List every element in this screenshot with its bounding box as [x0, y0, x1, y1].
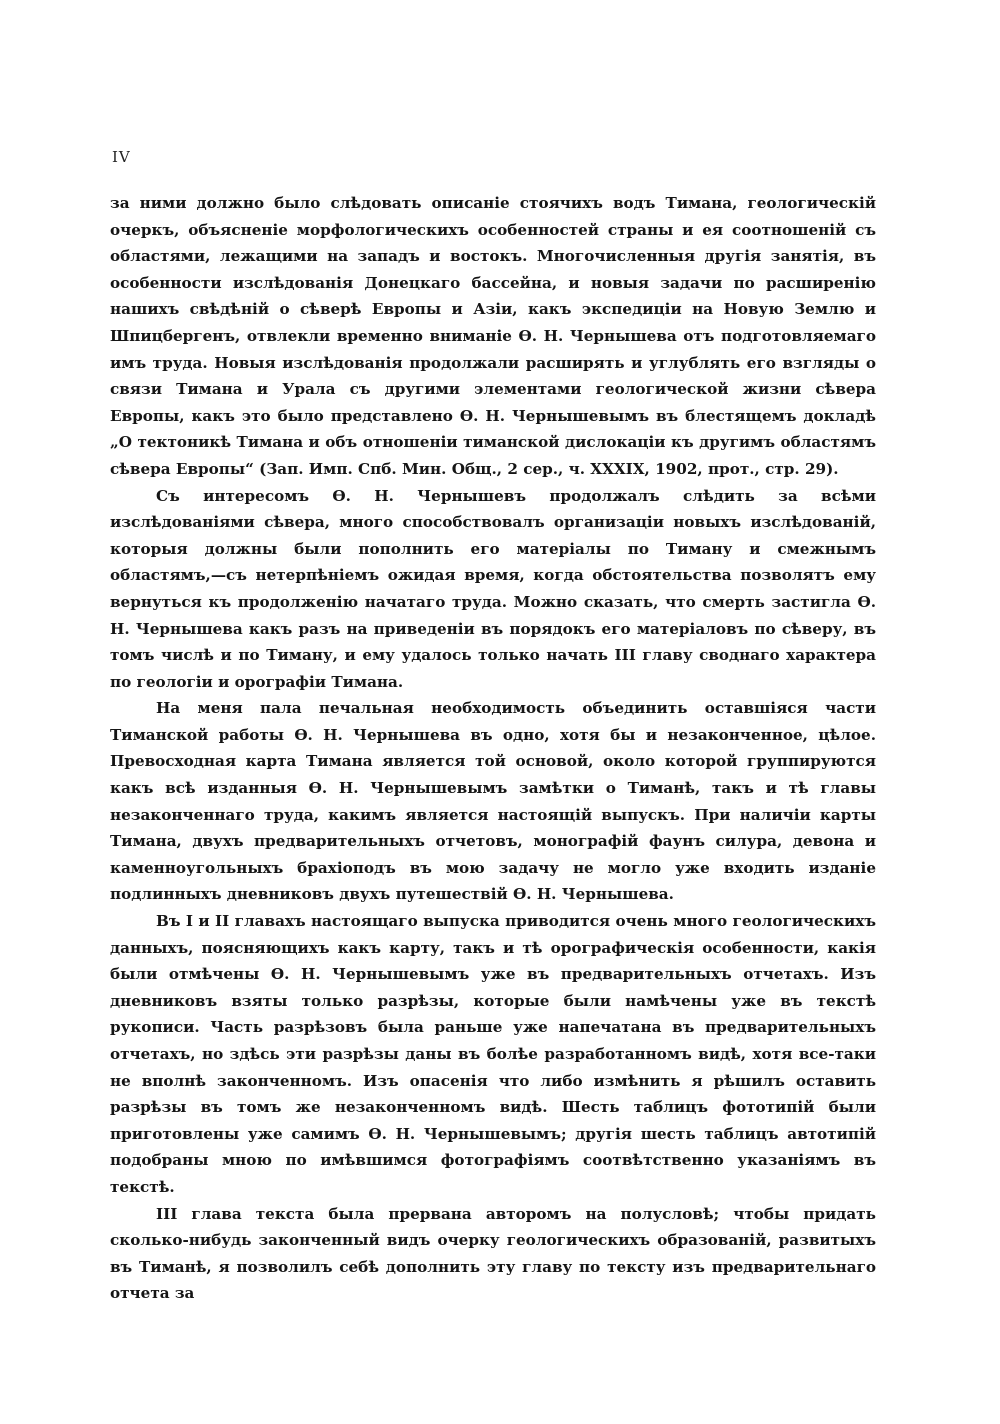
paragraph-2: Съ интересомъ Ѳ. Н. Чернышевъ продолжалъ слѣдить за всѣми изслѣдованіями сѣвера, много способствовалъ организаціи новыхъ изслѣдованій, которыя должны были пополнить его матеріалы по Тиману и смежнымъ областямъ,—съ нетерпѣніемъ ожидая время, когда обстоятельства позволятъ ему вернуться къ продолженію начатаго труда. Можно сказать, что смерть застигла Ѳ. Н. Чернышева какъ разъ на приведеніи въ порядокъ его матеріаловъ по сѣверу, въ томъ числѣ и по Тиману, и ему удалось только начать III главу своднаго характера по геологіи и орографіи Тимана.: [110, 486, 876, 691]
paragraph-1: за ними должно было слѣдовать описаніе стоячихъ водъ Тимана, геологическій очеркъ, объясненіе морфологическихъ особенностей страны и ея соотношеній съ областями, лежащими на западъ и востокъ. Многочисленныя другія занятія, въ особенности изслѣдованія Донецкаго бассейна, и новыя задачи по расширенію нашихъ свѣдѣній о сѣверѣ Европы и Азіи, какъ экспедиціи на Новую Землю и Шпицбергенъ, отвлекли временно вниманіе Ѳ. Н. Чернышева отъ подготовляемаго имъ труда. Новыя изслѣдованія продолжали расширять и углублять его взгляды о связи Тимана и Урала съ другими элементами геологической жизни сѣвера Европы, какъ это было представлено Ѳ. Н. Чернышевымъ въ блестящемъ докладѣ „О тектоникѣ Тимана и объ отношеніи тиманской дислокаціи къ другимъ областямъ сѣвера Европы“ (Зап. Имп. Спб. Мин. Общ., 2 сер., ч. XXXIX, 1902, прот., стр. 29).: [110, 194, 876, 478]
paragraph-5: III глава текста была прервана авторомъ на полусловѣ; чтобы придать сколько-нибудь законченный видъ очерку геологическихъ образованій, развитыхъ въ Тиманѣ, я позволилъ себѣ дополнить эту главу по тексту изъ предварительнаго отчета за: [110, 1204, 876, 1303]
paragraph-3: На меня пала печальная необходимость объединить оставшіяся части Тиманской работы Ѳ. Н. Чернышева въ одно, хотя бы и незаконченное, цѣлое. Превосходная карта Тимана является той основой, около которой группируются какъ всѣ изданныя Ѳ. Н. Чернышевымъ замѣтки о Тиманѣ, такъ и тѣ главы незаконченнаго труда, какимъ является настоящій выпускъ. При наличіи карты Тимана, двухъ предварительныхъ отчетовъ, монографій фаунъ силура, девона и каменноугольныхъ брахіоподъ въ мою задачу не могло уже входить изданіе подлинныхъ дневниковъ двухъ путешествій Ѳ. Н. Чернышева.: [110, 699, 876, 904]
body-text: [110, 190, 876, 1307]
paragraph-4: Въ I и II главахъ настоящаго выпуска приводится очень много геологическихъ данныхъ, поясняющихъ какъ карту, такъ и тѣ орографическія особенности, какія были отмѣчены Ѳ. Н. Чернышевымъ уже въ предварительныхъ отчетахъ. Изъ дневниковъ взяты только разрѣзы, которые были намѣчены уже въ текстѣ рукописи. Часть разрѣзовъ была раньше уже напечатана въ предварительныхъ отчетахъ, но здѣсь эти разрѣзы даны въ болѣе разработанномъ видѣ, хотя все-таки не вполнѣ законченномъ. Изъ опасенія что либо измѣнить я рѣшилъ оставить разрѣзы въ томъ же незаконченномъ видѣ. Шесть таблицъ фототипій были приготовлены уже самимъ Ѳ. Н. Чернышевымъ; другія шесть таблицъ автотипій подобраны мною по имѣвшимся фотографіямъ соотвѣтственно указаніямъ въ текстѣ.: [110, 912, 876, 1196]
page-number: IV: [112, 148, 131, 166]
